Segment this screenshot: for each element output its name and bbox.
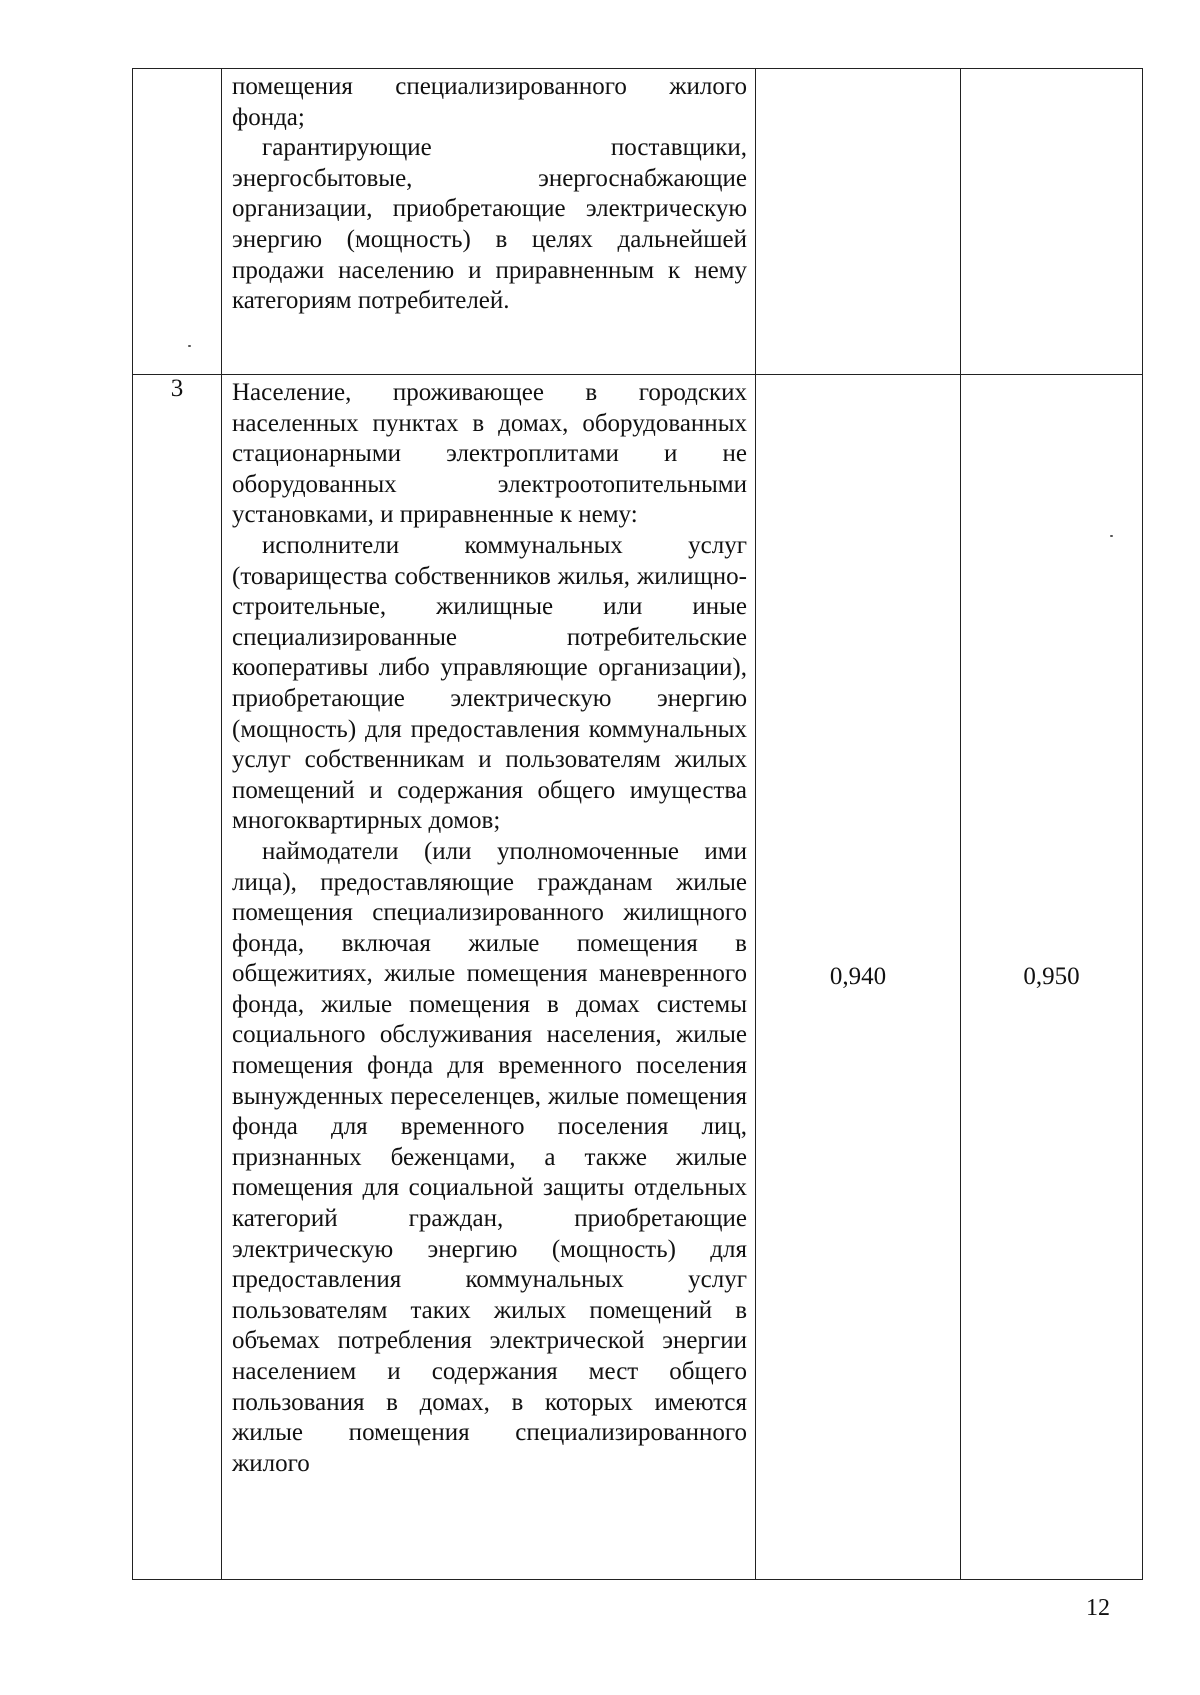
value-cell-1 [756,69,961,375]
table-row [133,375,1143,1580]
coefficient-value: 0,950 [1023,963,1080,990]
page-number: 12 [1086,1595,1110,1621]
description-paragraph: помещения специализированного жилого фонда; [232,73,747,131]
table-row [133,69,1143,375]
value-cell-1 [756,375,961,1580]
value-cell-2 [961,69,1143,375]
value-cell-2 [961,375,1143,1580]
scan-speck [188,345,191,347]
description-paragraph: гарантирующие поставщики, энергосбытовые, энергоснабжающие организации, приобретающие электрическую энергию (мощность) в целях дальнейшей продажи населению и приравненным к нему категориям потребителей. [232,134,747,315]
description-cell [222,375,756,1580]
row-number-cell: 3 [133,375,222,1580]
tariff-table [132,68,1143,1580]
coefficient-value: 0,940 [829,963,887,990]
description-cell [222,69,756,375]
row-number-cell [133,69,222,375]
description-paragraph: Население, проживающее в городских населенных пунктах в домах, оборудованных стационарными электроплитами и не оборудованных электроотопительными установками, и приравненные к нему: [232,379,747,529]
description-paragraph: исполнители коммунальных услуг (товарищества собственников жилья, жилищно-строительные, жилищные или иные специализированные потребительские кооперативы либо управляющие организации), приобретающие электрическую энергию (мощность) для предоставления коммунальных услуг собственникам и пользователям жилых помещений и содержания общего имущества многоквартирных домов; [232,531,747,835]
scan-speck [1110,535,1113,537]
description-paragraph: наймодатели (или уполномоченные ими лица), предоставляющие гражданам жилые помещения специализированного жилищного фонда, включая жилые помещения в общежитиях, жилые помещения маневренного фонда, жилые помещения в домах системы социального обслуживания населения, жилые помещения фонда для временного поселения вынужденных переселенцев, жилые помещения фонда для временного поселения лиц, признанных беженцами, а также жилые помещения для социальной защиты отдельных категорий граждан, приобретающие электрическую энергию (мощность) для предоставления коммунальных услуг пользователям таких жилых помещений в объемах потребления электрической энергии населением и содержания мест общего пользования в домах, в которых имеются жилые помещения специализированного жилого [232,837,747,1477]
